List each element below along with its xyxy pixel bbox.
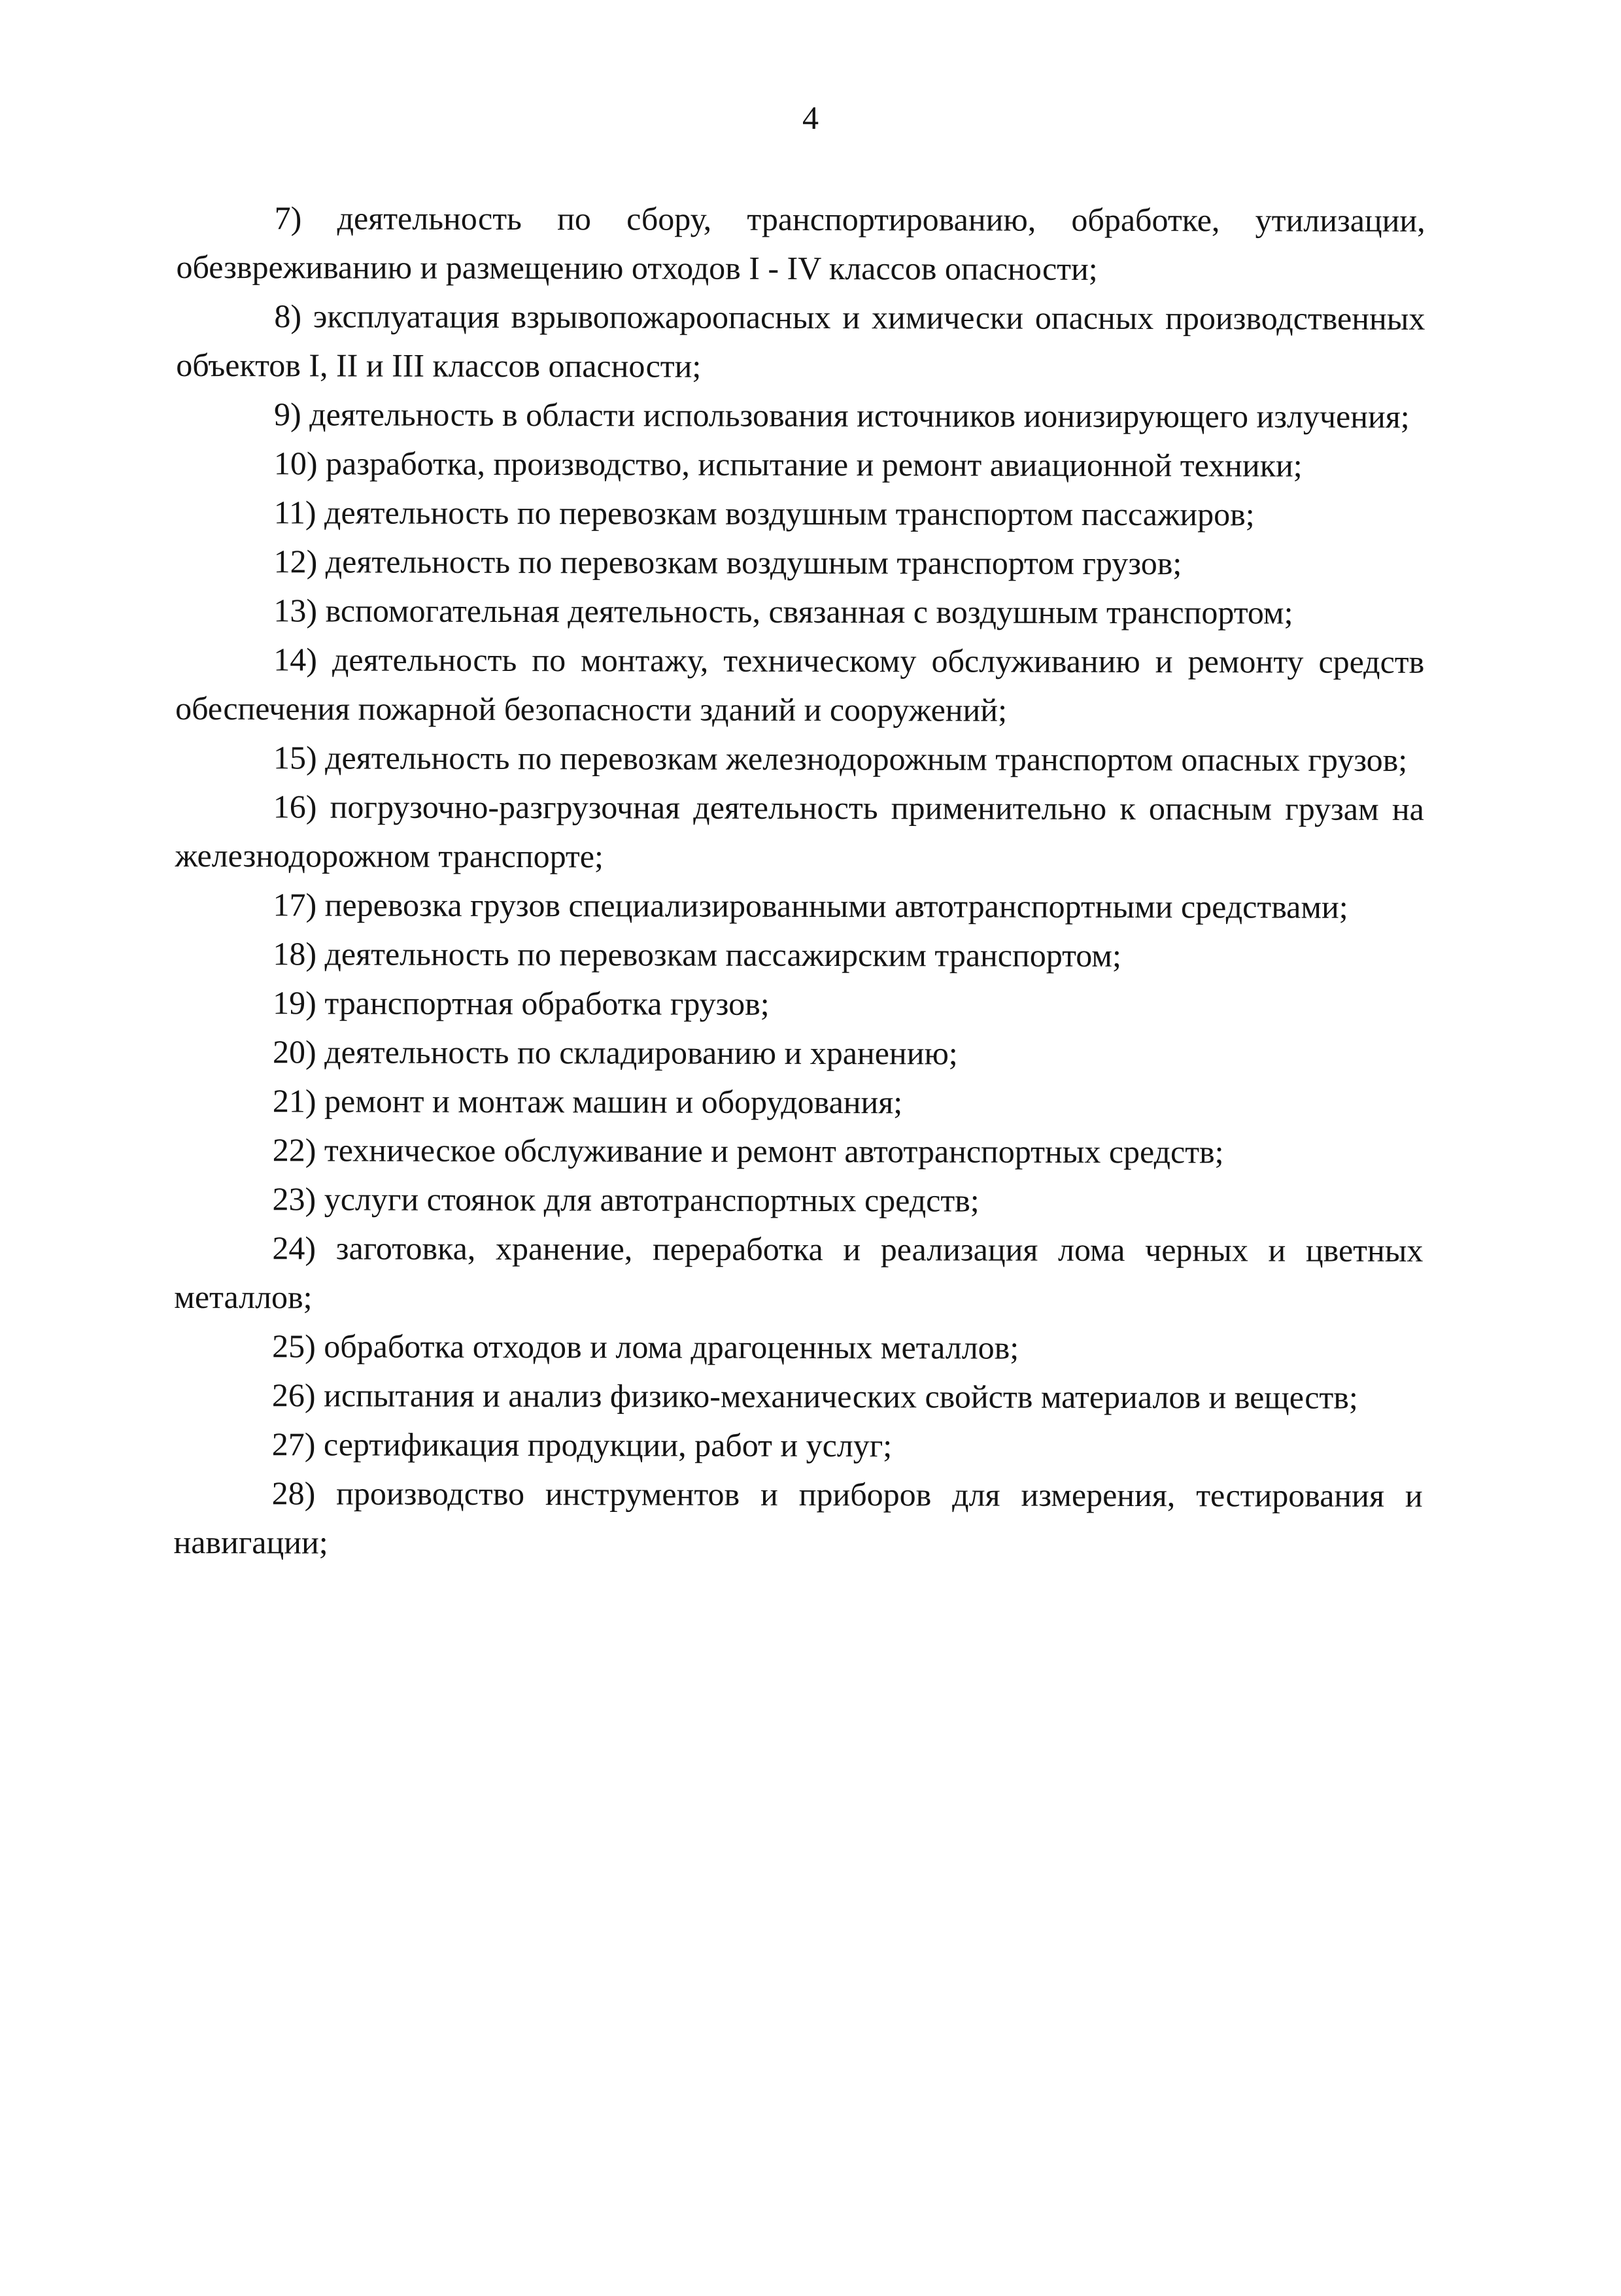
item-text: обработка отходов и лома драгоценных металлов;: [324, 1328, 1019, 1366]
list-item: [175, 1076, 1424, 1128]
item-text: деятельность по складированию и хранению;: [324, 1033, 958, 1072]
item-number: 14): [273, 641, 318, 678]
item-number: 25): [272, 1328, 316, 1365]
item-number: 28): [271, 1475, 316, 1512]
item-text: деятельность по перевозкам воздушным транспортом грузов;: [325, 543, 1182, 582]
item-number: 12): [273, 543, 318, 580]
list-item: [175, 978, 1424, 1030]
item-number: 8): [274, 298, 302, 335]
item-text: деятельность по перевозкам пассажирским транспортом;: [324, 935, 1121, 974]
list-item: [175, 782, 1424, 883]
item-text: транспортная обработка грузов;: [324, 984, 770, 1022]
item-text: деятельность по сбору, транспортированию, обработке, утилизации, обезвреживанию и размещению отходов I - IV классов опасности;: [176, 199, 1425, 287]
item-text: эксплуатация взрывопожароопасных и химически опасных производственных объектов I, II и III классов опасности;: [176, 298, 1425, 385]
list-item: [176, 292, 1425, 392]
list-item: [174, 1322, 1423, 1373]
list-item: [175, 586, 1424, 638]
item-number: 9): [274, 396, 301, 433]
item-text: заготовка, хранение, переработка и реализация лома черных и цветных металлов;: [174, 1229, 1424, 1316]
item-text: испытания и анализ физико-механических свойств материалов и веществ;: [324, 1377, 1358, 1416]
item-number: 18): [273, 935, 317, 972]
list-item: [174, 1174, 1423, 1226]
item-number: 16): [273, 788, 317, 825]
list-item: [175, 1027, 1424, 1079]
item-text: ремонт и монтаж машин и оборудования;: [324, 1082, 903, 1121]
item-text: вспомогательная деятельность, связанная с воздушным транспортом;: [325, 592, 1293, 631]
list-item: [175, 635, 1424, 736]
item-number: 23): [272, 1180, 316, 1218]
item-number: 13): [273, 592, 318, 629]
item-text: погрузочно-разгрузочная деятельность применительно к опасным грузам на железнодорожном транспорте;: [175, 788, 1424, 875]
page-number: 4: [802, 99, 819, 137]
item-number: 11): [273, 494, 316, 531]
item-text: деятельность по перевозкам воздушным транспортом пассажиров;: [324, 494, 1255, 533]
item-number: 26): [271, 1377, 316, 1414]
item-number: 20): [272, 1033, 316, 1071]
item-number: 10): [273, 445, 318, 482]
list-item: [174, 1371, 1423, 1422]
list-item: [174, 1224, 1423, 1324]
item-number: 15): [273, 739, 317, 776]
item-text: сертификация продукции, работ и услуг;: [323, 1426, 893, 1464]
item-number: 21): [272, 1082, 316, 1120]
item-text: деятельность по монтажу, техническому обслуживанию и ремонту средств обеспечения пожарной безопасности зданий и сооружений;: [175, 641, 1425, 728]
list-item: [176, 390, 1425, 441]
item-number: 27): [271, 1426, 316, 1463]
item-text: деятельность в области использования источников ионизирующего излучения;: [309, 396, 1410, 435]
item-text: разработка, производство, испытание и ремонт авиационной техники;: [326, 445, 1303, 484]
list-item: [173, 1469, 1422, 1569]
list-item: [176, 439, 1425, 490]
item-number: 22): [272, 1131, 316, 1169]
item-text: техническое обслуживание и ремонт автотранспортных средств;: [324, 1131, 1224, 1171]
item-number: 7): [274, 199, 302, 237]
item-number: 17): [273, 886, 317, 923]
item-text: производство инструментов и приборов для измерения, тестирования и навигации;: [173, 1475, 1423, 1561]
list-item: [176, 194, 1425, 294]
item-number: 24): [272, 1229, 316, 1267]
list-item: [175, 733, 1424, 785]
item-text: деятельность по перевозкам железнодорожным транспортом опасных грузов;: [325, 739, 1408, 778]
item-text: перевозка грузов специализированными автотранспортными средствами;: [324, 886, 1348, 925]
list-item: [175, 1125, 1424, 1177]
list-item: [174, 1420, 1423, 1471]
list-item: [176, 488, 1425, 540]
list-item: [175, 929, 1424, 981]
activity-list: [173, 194, 1425, 1569]
item-number: 19): [273, 984, 316, 1021]
list-item: [175, 880, 1424, 932]
item-text: услуги стоянок для автотранспортных средств;: [324, 1180, 980, 1219]
list-item: [176, 537, 1425, 589]
